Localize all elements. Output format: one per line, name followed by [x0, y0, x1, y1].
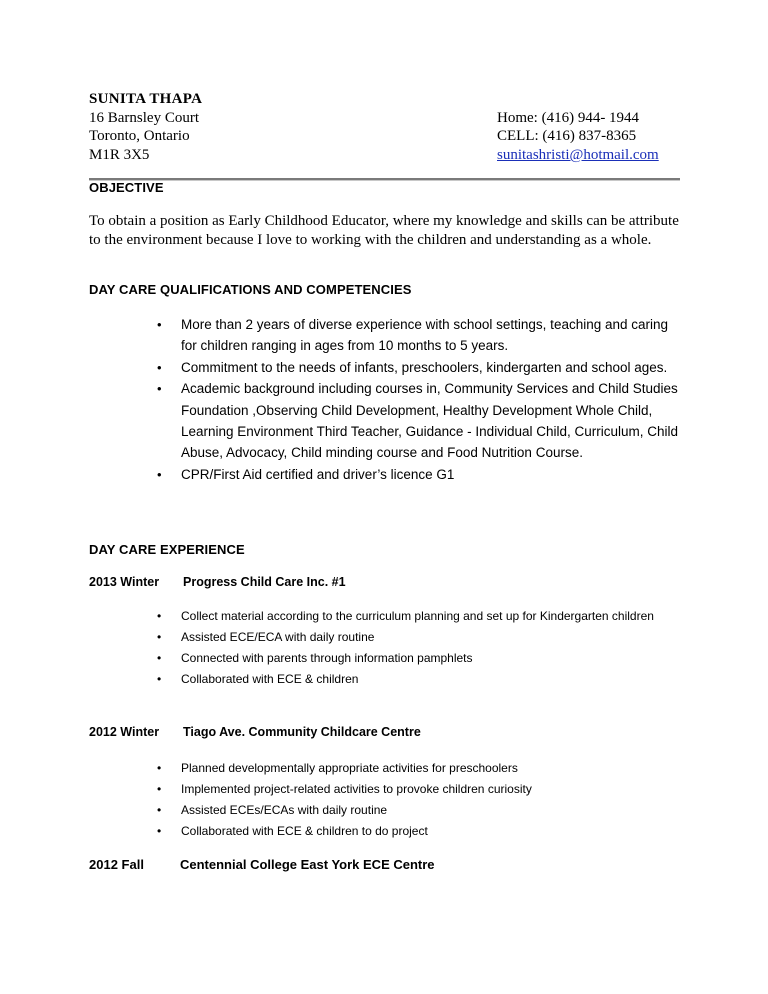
experience-term: 2012 Winter — [89, 725, 160, 739]
qualification-text: Academic background including courses in, Community Services and Child Studies Foundation ,Observing Child Development, Healthy Development Whole Child, Learning Environment Third Teacher, Guidance - Individual Child, Curriculum, Child Abuse, Advocacy, Child minding course and Food Nutrition Course. — [181, 381, 679, 461]
list-item — [155, 800, 680, 821]
qualification-text: CPR/First Aid certified and driver’s licence G1 — [181, 466, 455, 482]
bullet-icon: • — [157, 466, 162, 482]
candidate-name: SUNITA THAPA — [89, 91, 203, 107]
duty-text: Planned developmentally appropriate activities for preschoolers — [181, 761, 518, 775]
experience-term: 2012 Fall — [89, 857, 144, 872]
header-divider — [89, 178, 680, 181]
experience-place: Centennial College East York ECE Centre — [180, 857, 435, 872]
duty-text: Assisted ECEs/ECAs with daily routine — [181, 803, 388, 817]
bullet-icon: • — [157, 671, 162, 686]
bullet-icon: • — [157, 650, 162, 665]
qualifications-heading: DAY CARE QUALIFICATIONS AND COMPETENCIES — [89, 282, 412, 297]
qualifications-list — [155, 314, 680, 485]
list-item — [155, 357, 680, 378]
duty-text: Connected with parents through information pamphlets — [181, 650, 473, 665]
duty-text: Collaborated with ECE & children — [181, 671, 359, 686]
bullet-icon: • — [157, 761, 162, 775]
address-street: 16 Barnsley Court — [89, 110, 199, 126]
bullet-icon: • — [157, 609, 162, 623]
list-item — [155, 378, 680, 464]
experience-duties-list — [155, 606, 680, 690]
duty-text: Collect material according to the curriculum planning and set up for Kindergarten children — [181, 609, 654, 623]
home-phone: Home: (416) 944- 1944 — [497, 110, 640, 126]
experience-place: Progress Child Care Inc. #1 — [183, 575, 346, 589]
objective-text: To obtain a position as Early Childhood Educator, where my knowledge and skills can be attribute to the environment because I love to working with the children and understanding as a whole. — [89, 213, 679, 248]
bullet-icon: • — [157, 629, 162, 644]
list-item — [155, 627, 680, 648]
bullet-icon: • — [157, 317, 162, 332]
qualification-text: More than 2 years of diverse experience with school settings, teaching and caring for children ranging in ages from 10 months to 5 years. — [181, 317, 669, 354]
cell-phone: CELL: (416) 837-8365 — [497, 128, 637, 144]
list-item — [155, 758, 680, 779]
experience-place: Tiago Ave. Community Childcare Centre — [183, 725, 421, 739]
experience-term: 2013 Winter — [89, 575, 160, 589]
experience-duties-list — [155, 758, 680, 842]
bullet-icon: • — [157, 359, 162, 375]
list-item — [155, 779, 680, 800]
list-item — [155, 606, 680, 627]
bullet-icon: • — [157, 824, 162, 838]
list-item — [155, 821, 680, 842]
objective-heading: OBJECTIVE — [89, 180, 164, 195]
list-item — [155, 314, 680, 357]
duty-text: Implemented project-related activities to provoke children curiosity — [181, 782, 532, 796]
list-item — [155, 648, 680, 669]
bullet-icon: • — [157, 381, 162, 397]
email-link[interactable]: sunitashristi@hotmail.com — [497, 147, 659, 163]
address-postal-code: M1R 3X5 — [89, 147, 150, 163]
list-item — [155, 669, 680, 690]
bullet-icon: • — [157, 782, 162, 796]
address-city: Toronto, Ontario — [89, 128, 190, 144]
experience-heading: DAY CARE EXPERIENCE — [89, 542, 245, 557]
qualification-text: Commitment to the needs of infants, preschoolers, kindergarten and school ages. — [181, 359, 668, 375]
duty-text: Collaborated with ECE & children to do project — [181, 824, 428, 838]
list-item — [155, 464, 680, 485]
bullet-icon: • — [157, 803, 162, 817]
duty-text: Assisted ECE/ECA with daily routine — [181, 629, 375, 644]
